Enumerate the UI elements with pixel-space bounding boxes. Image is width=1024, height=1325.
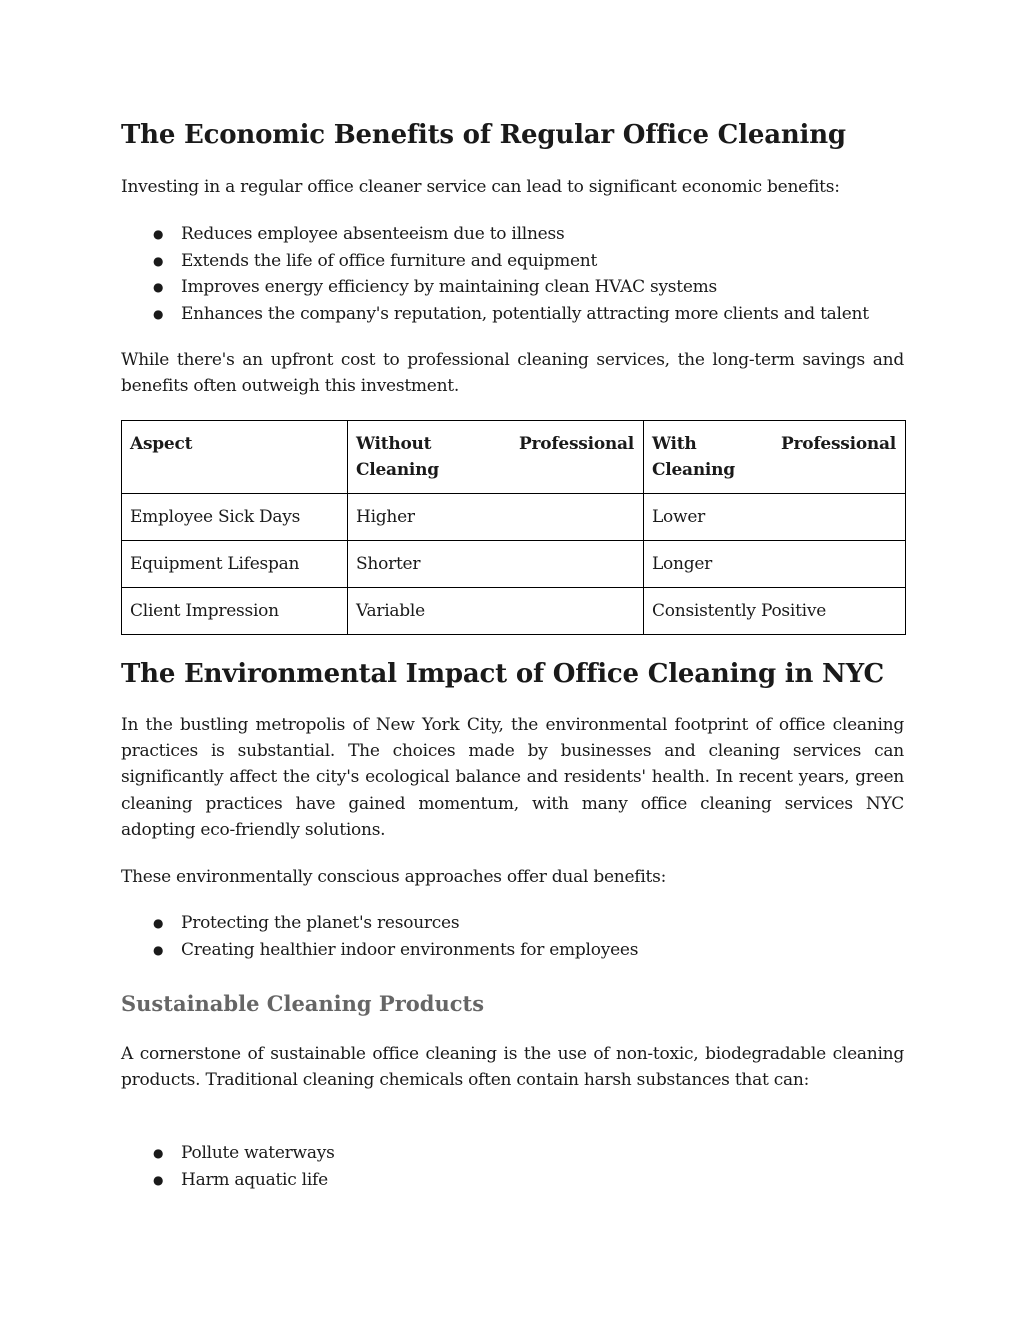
section-title-environmental-impact: The Environmental Impact of Office Cleaning in NYC xyxy=(121,659,884,689)
table-header-cell: Aspect xyxy=(122,421,348,494)
economic-intro: Investing in a regular office cleaner service can lead to significant economic benefits: xyxy=(121,177,840,197)
list-item: ● Extends the life of office furniture and equipment xyxy=(121,248,904,275)
table-header-row xyxy=(122,421,906,494)
list-item: ● Pollute waterways xyxy=(121,1140,904,1167)
bullet-icon: ● xyxy=(153,916,164,930)
list-item: ● Enhances the company's reputation, potentially attracting more clients and talent xyxy=(121,301,904,328)
economic-closing-paragraph: While there's an upfront cost to professional cleaning services, the long-term savings and benefits often outweigh this investment. xyxy=(121,350,904,397)
table-cell: Equipment Lifespan xyxy=(122,541,348,588)
table-cell: Shorter xyxy=(348,541,644,588)
environmental-paragraph: In the bustling metropolis of New York City, the environmental footprint of office cleaning practices is substantial. The choices made by businesses and cleaning services can significantly affect the city's ecological balance and residents' health. In recent years, green cleaning practices have gained momentum, with many office cleaning services NYC adopting eco-friendly solutions. xyxy=(121,715,904,840)
list-item: ● Harm aquatic life xyxy=(121,1167,904,1194)
economic-benefits-list xyxy=(121,221,904,327)
table-cell: Variable xyxy=(348,588,644,635)
table-row xyxy=(122,541,906,588)
harms-list xyxy=(121,1140,904,1193)
table-cell: Higher xyxy=(348,494,644,541)
environmental-benefits-list xyxy=(121,910,904,963)
table-cell: Lower xyxy=(644,494,906,541)
bullet-icon: ● xyxy=(153,253,164,268)
bullet-icon: ● xyxy=(153,942,164,957)
sustainable-products-paragraph: A cornerstone of sustainable office cleaning is the use of non-toxic, biodegradable cleaning products. Traditional cleaning chemicals often contain harsh substances that can: xyxy=(121,1044,904,1091)
list-item: ● Reduces employee absenteeism due to illness xyxy=(121,221,904,248)
table-row xyxy=(122,494,906,541)
bullet-icon: ● xyxy=(153,306,164,321)
bullet-icon: ● xyxy=(153,1172,164,1187)
list-item: ● Improves energy efficiency by maintaining clean HVAC systems xyxy=(121,274,904,301)
bullet-icon: ● xyxy=(153,1146,164,1160)
table-header-cell: Without Professional Cleaning xyxy=(348,421,644,494)
list-item: ● Creating healthier indoor environments for employees xyxy=(121,937,904,964)
environmental-intro: These environmentally conscious approaches offer dual benefits: xyxy=(121,867,667,887)
table-cell: Employee Sick Days xyxy=(122,494,348,541)
bullet-icon: ● xyxy=(153,280,164,295)
table-cell: Client Impression xyxy=(122,588,348,635)
subsection-title-sustainable-products: Sustainable Cleaning Products xyxy=(121,991,485,1016)
comparison-table xyxy=(121,420,906,635)
bullet-icon: ● xyxy=(153,227,164,241)
table-row xyxy=(122,588,906,635)
table-cell: Consistently Positive xyxy=(644,588,906,635)
table-header-cell: With Professional Cleaning xyxy=(644,421,906,494)
list-item: ● Protecting the planet's resources xyxy=(121,910,904,937)
section-title-economic-benefits: The Economic Benefits of Regular Office Cleaning xyxy=(121,120,846,150)
table-cell: Longer xyxy=(644,541,906,588)
